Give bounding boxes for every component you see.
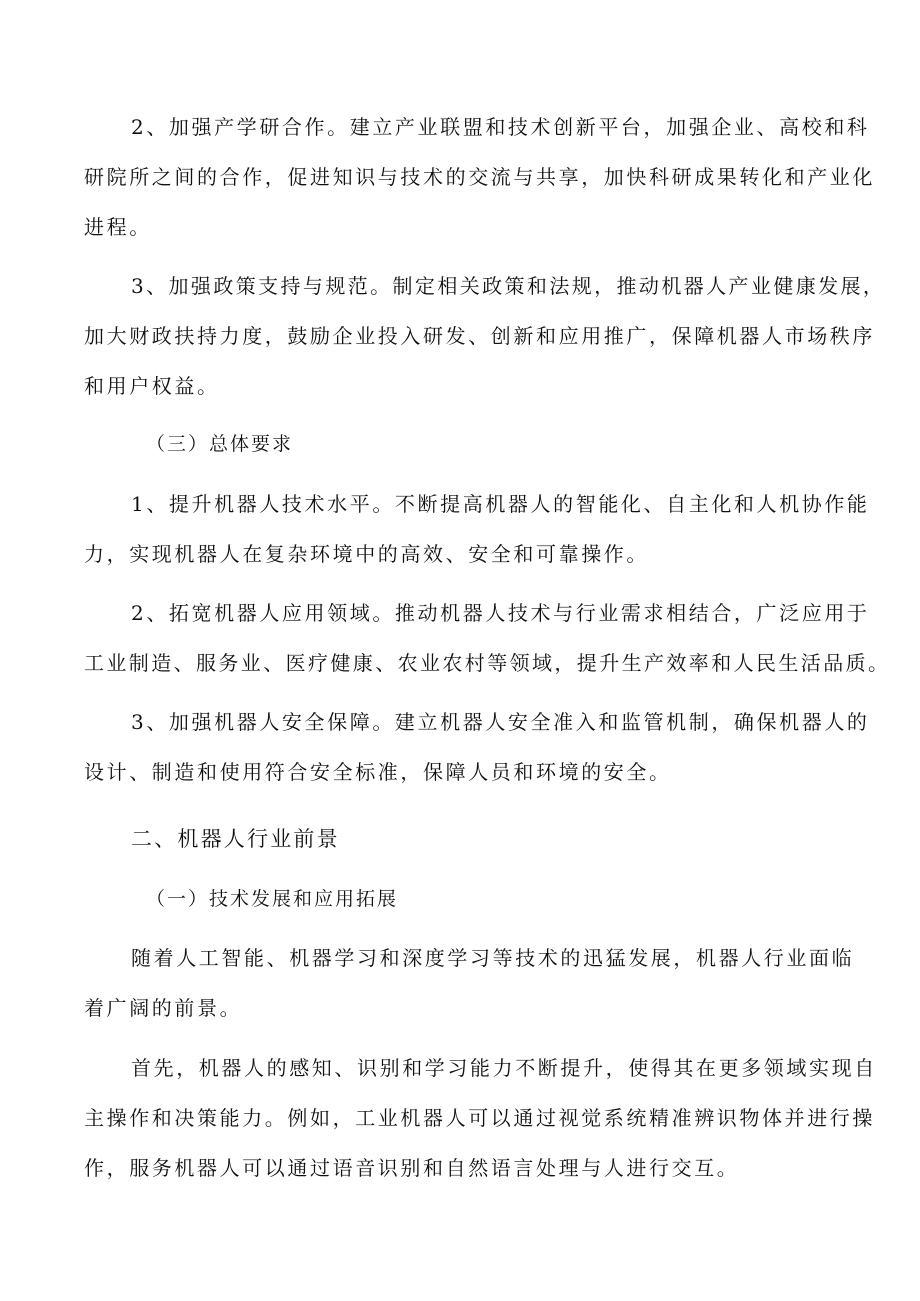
para-7-line-1: 首先，机器人的感知、识别和学习能力不断提升，使得其在更多领域实现自: [131, 1056, 877, 1080]
section-heading-technology-development: （一）技术发展和应用拓展: [146, 888, 399, 910]
section-heading-overall-requirements: （三）总体要求: [146, 433, 294, 455]
para-6-line-2: 着广阔的前景。: [84, 996, 243, 1020]
para-1-line-3: 进程。: [84, 215, 152, 239]
para-2-line-3: 和用户权益。: [84, 374, 220, 398]
para-7-line-3: 作，服务机器人可以通过语音识别和自然语言处理与人进行交互。: [84, 1156, 740, 1180]
para-1-line-1: 2、加强产学研合作。建立产业联盟和技术创新平台，加强企业、高校和科: [131, 115, 870, 139]
chapter-heading-industry-prospects: 二、机器人行业前景: [131, 827, 340, 851]
para-1-line-2: 研院所之间的合作，促进知识与技术的交流与共享，加快科研成果转化和产业化: [84, 165, 875, 189]
para-4-line-1: 2、拓宽机器人应用领域。推动机器人技术与行业需求相结合，广泛应用于: [131, 601, 870, 625]
para-4-line-2: 工业制造、服务业、医疗健康、农业农村等领域，提升生产效率和人民生活品质。: [84, 651, 891, 675]
para-7-line-2: 主操作和决策能力。例如，工业机器人可以通过视觉系统精准辨识物体并进行操: [84, 1106, 875, 1130]
para-2-line-1: 3、加强政策支持与规范。制定相关政策和法规，推动机器人产业健康发展，: [131, 274, 886, 298]
para-5-line-1: 3、加强机器人安全保障。建立机器人安全准入和监管机制，确保机器人的: [131, 710, 870, 734]
para-5-line-2: 设计、制造和使用符合安全标准，保障人员和环境的安全。: [84, 760, 672, 784]
para-3-line-2: 力，实现机器人在复杂环境中的高效、安全和可靠操作。: [84, 542, 649, 566]
para-3-line-1: 1、提升机器人技术水平。不断提高机器人的智能化、自主化和人机协作能: [131, 492, 870, 516]
para-2-line-2: 加大财政扶持力度，鼓励企业投入研发、创新和应用推广，保障机器人市场秩序: [84, 324, 875, 348]
para-6-line-1: 随着人工智能、机器学习和深度学习等技术的迅猛发展，机器人行业面临: [131, 946, 855, 970]
